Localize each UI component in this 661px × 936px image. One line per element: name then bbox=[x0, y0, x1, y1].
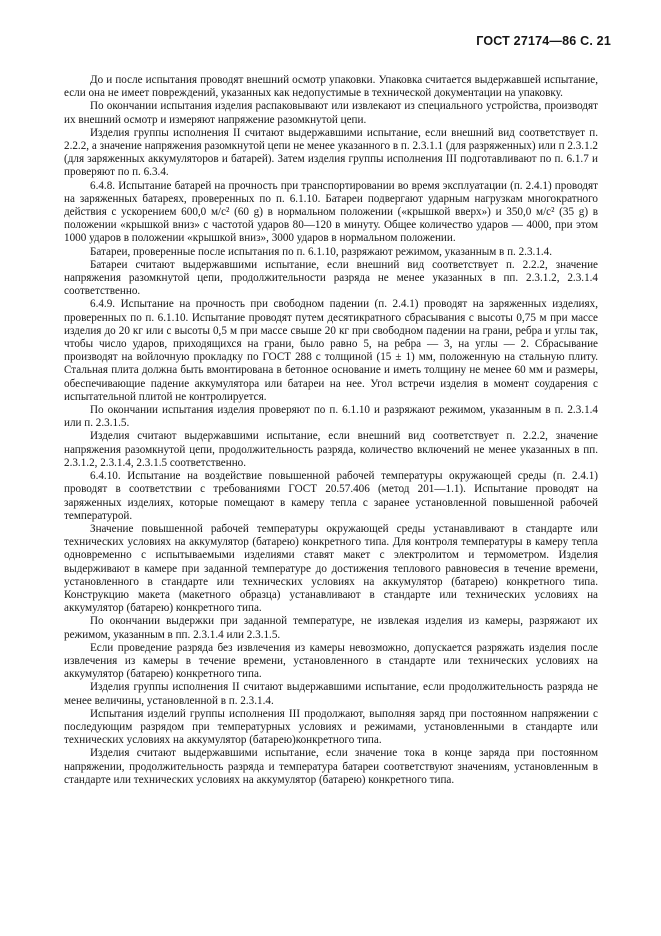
paragraph: Изделия группы исполнения II считают выдержавшими испытание, если внешний вид соответствует п. 2.2.2, а значение напряжения разомкнутой цепи не менее указанного в п. 2.3.1.1 (для разряженных) или п 2.3.1.2 (для заряженных аккумуляторов и батарей). Затем изделия группы исполнения III подготавливают по п. 6.1.7 и проверяют по п. 6.3.4. bbox=[64, 126, 598, 179]
paragraph: Изделия группы исполнения II считают выдержавшими испытание, если продолжительность разряда не менее величины, установленной в п. 2.3.1.4. bbox=[64, 681, 598, 707]
paragraph: 6.4.8. Испытание батарей на прочность при транспортировании во время эксплуатации (п. 2.4.1) проводят на заряженных батареях, проверенных по п. 6.1.10. Батареи подвергают ударным нагрузкам многократного действия с ускорением 600,0 м/с² (60 g) в нормальном положении («крышкой вверх») и 350,0 м/с² (35 g) в положении «крышкой вниз» с частотой ударов 80—120 в минуту. Общее количество ударов — 4000, при этом 1000 ударов в положении «крышкой вниз», 3000 ударов в нормальном положении. bbox=[64, 179, 598, 245]
paragraph: По окончании испытания изделия проверяют по п. 6.1.10 и разряжают режимом, указанным в п. 2.3.1.4 или п. 2.3.1.5. bbox=[64, 404, 598, 430]
paragraph: Изделия считают выдержавшими испытание, если внешний вид соответствует п. 2.2.2, значение напряжения разомкнутой цепи, продолжительность разряда, количество включений не менее указанных в пп. 2.3.1.2, 2.3.1.4, 2.3.1.5 соответственно. bbox=[64, 430, 598, 469]
paragraph: Испытания изделий группы исполнения III продолжают, выполняя заряд при постоянном напряжении с последующим разрядом при температурных условиях и режимами, установленными в стандарте или технических условиях на аккумулятор (батарею)конкретного типа. bbox=[64, 707, 598, 747]
paragraph: По окончании испытания изделия распаковывают или извлекают из специального устройства, производят их внешний осмотр и измеряют напряжение разомкнутой цепи. bbox=[64, 100, 598, 126]
paragraph: Значение повышенной рабочей температуры окружающей среды устанавливают в стандарте или технических условиях на аккумулятор (батарею) конкретного типа. Для контроля температуры в камеру тепла одновременно с испытываемыми изделиями ставят макет с электролитом и термометром. Изделия выдерживают в камере при заданной температуре до достижения теплового равновесия в течение времени, установленного в стандарте или технических условиях на аккумулятор (батарею) конкретного типа. Конструкцию макета (макетного образца) устанавливают в стандарте или технических условиях на аккумулятор (батарею) конкретного типа. bbox=[64, 522, 598, 615]
paragraph: Батареи, проверенные после испытания по п. 6.1.10, разряжают режимом, указанным в п. 2.3.1.4. bbox=[90, 245, 553, 258]
paragraph: До и после испытания проводят внешний осмотр упаковки. Упаковка считается выдержавшей испытание, если она не имеет повреждений, указанных как недопустимые в технической документации на упаковку. bbox=[64, 74, 598, 100]
paragraph: 6.4.9. Испытание на прочность при свободном падении (п. 2.4.1) проводят на заряженных изделиях, проверенных по п. 6.1.10. Испытание проводят путем десятикратного сбрасывания с высоты 0,75 м при массе изделия до 20 кг или с высоты 0,5 м при массе свыше 20 кг при свободном падении на грани, ребра и углы так, чтобы число ударов, приходящихся на грани, было равно 5, на ребра — 3, на углы — 2. Сбрасывание производят на войлочную прокладку по ГОСТ 288 с толщиной (15 ± 1) мм, положенную на стальную плиту. Стальная плита должна быть вмонтирована в бетонное основание и иметь толщину не менее 60 мм и размеры, обеспечивающие падение аккумулятора или батареи на нее. Угол встречи изделия в момент соударения с испытательной плитой не контролируется. bbox=[64, 298, 598, 403]
paragraph: Изделия считают выдержавшими испытание, если значение тока в конце заряда при постоянном напряжении, продолжительность разряда и температура батареи соответствуют значениям, установленным в стандарте или технических условиях на аккумулятор (батарею) конкретного типа. bbox=[64, 747, 598, 786]
document-body bbox=[64, 74, 598, 787]
paragraph: Если проведение разряда без извлечения из камеры невозможно, допускается разряжать изделия после извлечения из камеры в течение времени, установленного в стандарте или технических условиях на аккумулятор (батарею) конкретного типа. bbox=[64, 641, 598, 681]
paragraph: Батареи считают выдержавшими испытание, если внешний вид соответствует п. 2.2.2, значение напряжения разомкнутой цепи, продолжительности разряда не менее указанных в пп. 2.3.1.2, 2.3.1.4 соответственно. bbox=[64, 258, 598, 298]
paragraph: 6.4.10. Испытание на воздействие повышенной рабочей температуры окружающей среды (п. 2.4.1) проводят в соответствии с требованиями ГОСТ 20.57.406 (метод 201—1.1). Испытание проводят на заряженных изделиях, которые помещают в камеру тепла с заранее установленной повышенной рабочей температурой. bbox=[64, 470, 598, 522]
page-header: ГОСТ 27174—86 С. 21 bbox=[476, 34, 611, 48]
paragraph: По окончании выдержки при заданной температуре, не извлекая изделия из камеры, разряжают их режимом, указанным в пп. 2.3.1.4 или 2.3.1.5. bbox=[64, 615, 598, 641]
